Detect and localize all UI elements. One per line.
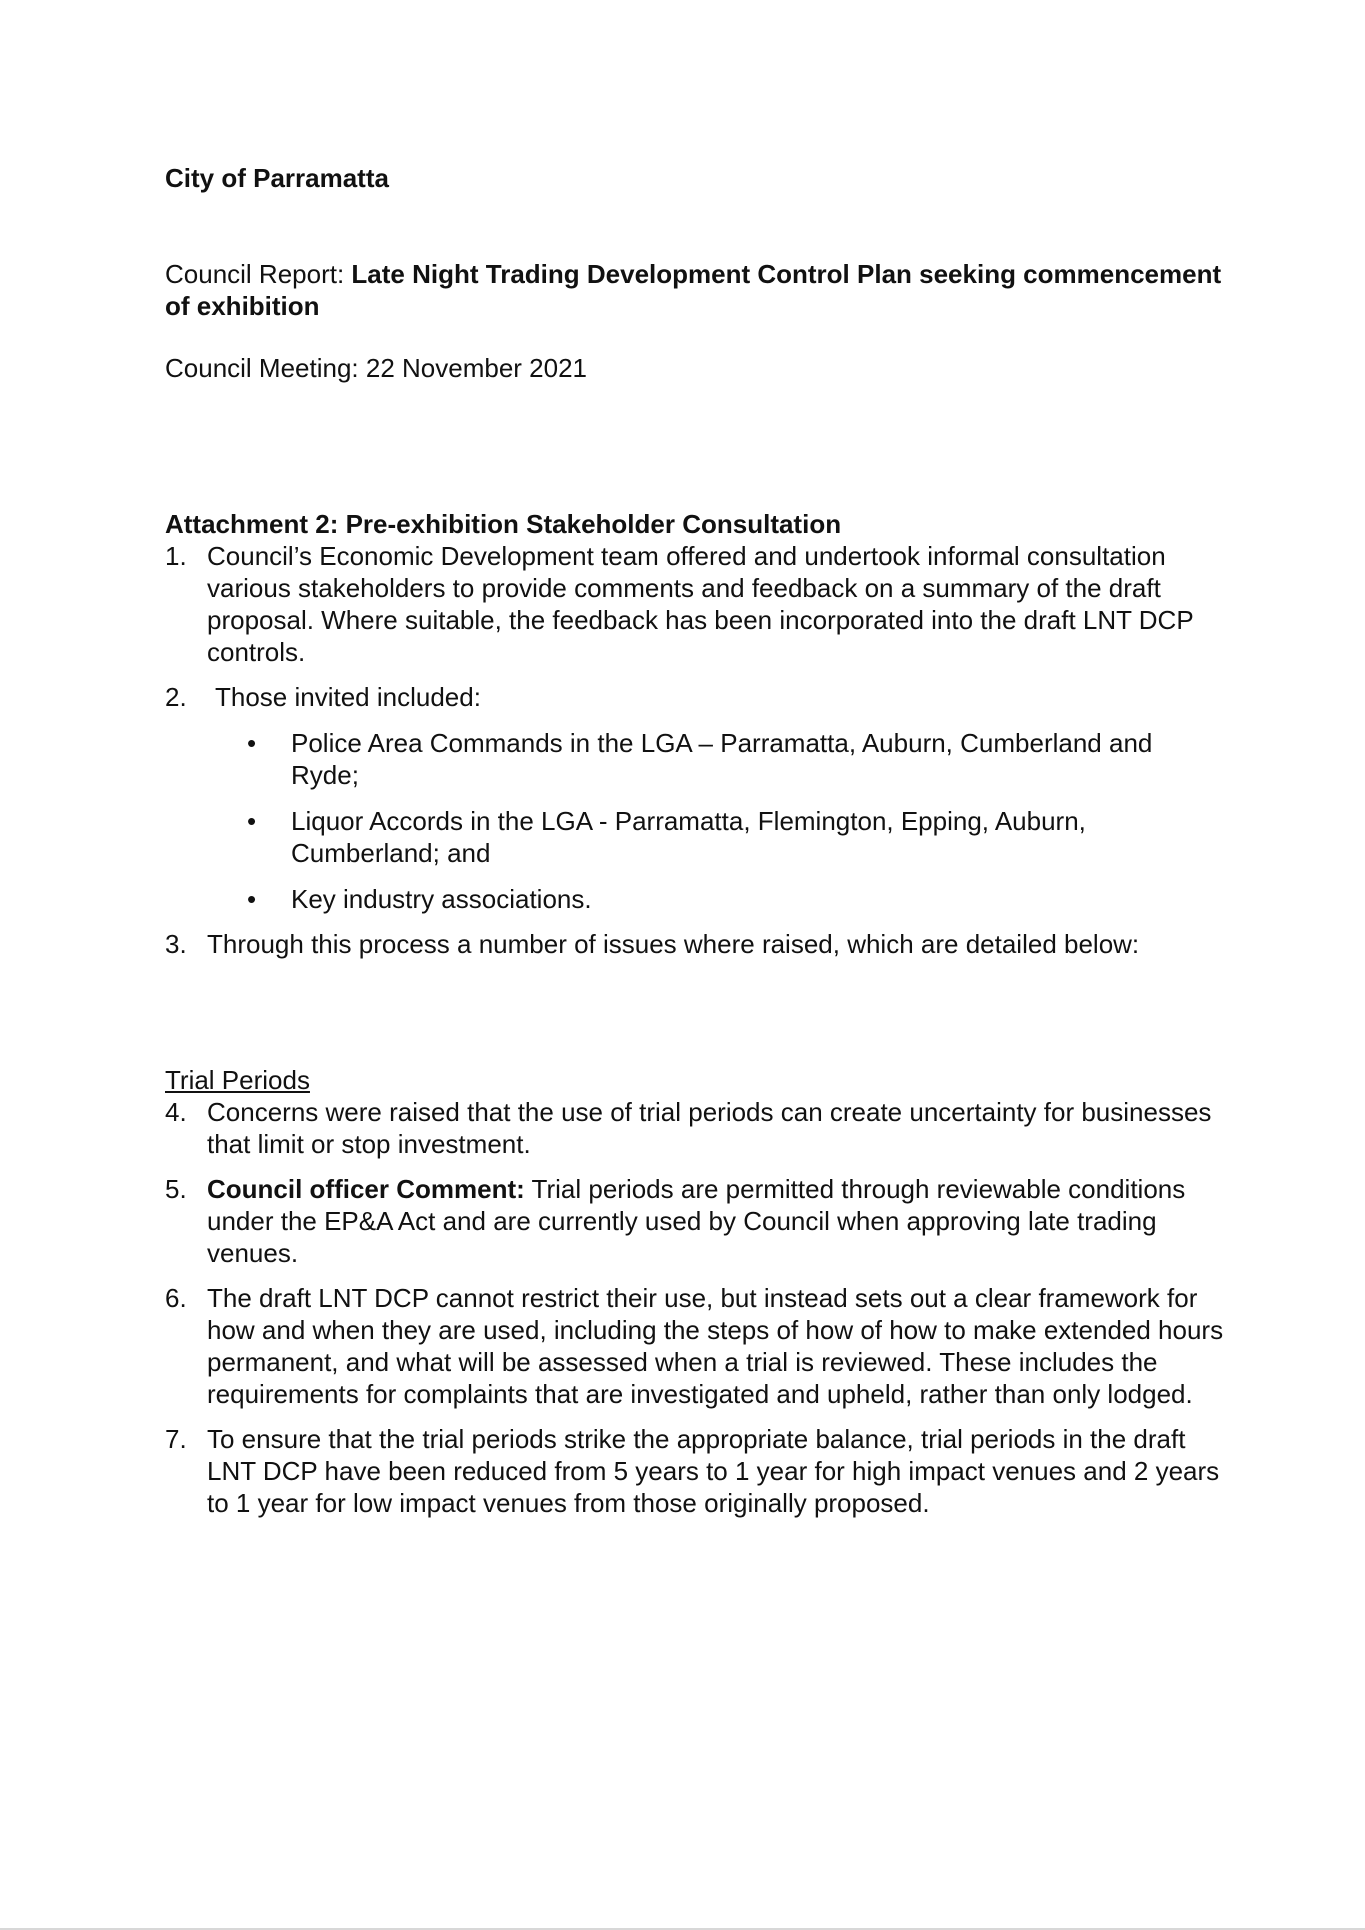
- item-text: Trial periods are permitted through reviewable conditions under the EP&A Act and are currently used by Council when approving late trading venues.: [207, 1174, 1186, 1268]
- council-report-line: [165, 258, 1225, 322]
- item-text: Those invited included:: [215, 682, 481, 712]
- list-item: [165, 1096, 1225, 1160]
- attachment-title: Attachment 2: Pre-exhibition Stakeholder Consultation: [165, 509, 842, 539]
- bullet-icon: •: [247, 884, 257, 914]
- item-number: 7.: [165, 1424, 187, 1454]
- list-item: [165, 1282, 1225, 1410]
- bullet-text: Key industry associations.: [291, 884, 592, 914]
- document-body: [165, 162, 1225, 1519]
- officer-comment-label: Council officer Comment:: [207, 1174, 525, 1204]
- bullet-item: [207, 805, 1225, 869]
- council-meeting-line: Council Meeting: 22 November 2021: [165, 353, 588, 383]
- bullet-item: [207, 883, 1225, 915]
- item-number: 4.: [165, 1097, 187, 1127]
- report-label: Council Report:: [165, 259, 352, 289]
- trial-periods-heading: Trial Periods: [165, 1065, 310, 1095]
- item-number: 2.: [165, 682, 187, 712]
- invitee-bullet-list: [207, 727, 1225, 915]
- item-text: The draft LNT DCP cannot restrict their use, but instead sets out a clear framework for how and when they are used, including the steps of how of how to make extended hours permanent, and what will be assessed when a trial is reviewed. These includes the requirements for complaints that are investigated and upheld, rather than only lodged.: [207, 1283, 1224, 1409]
- item-text: Through this process a number of issues where raised, which are detailed below:: [207, 929, 1140, 959]
- report-title: Late Night Trading Development Control Plan seeking commencement of exhibition: [165, 259, 1222, 321]
- bullet-text: Police Area Commands in the LGA – Parramatta, Auburn, Cumberland and Ryde;: [291, 728, 1153, 790]
- consultation-list: [165, 540, 1225, 960]
- list-item: [165, 540, 1225, 668]
- list-item: [165, 928, 1225, 960]
- list-item: [165, 1173, 1225, 1269]
- organization-title: City of Parramatta: [165, 163, 389, 193]
- bullet-item: [207, 727, 1225, 791]
- item-number: 5.: [165, 1174, 187, 1204]
- item-number: 6.: [165, 1283, 187, 1313]
- bullet-text: Liquor Accords in the LGA - Parramatta, Flemington, Epping, Auburn, Cumberland; and: [291, 806, 1086, 868]
- item-text: To ensure that the trial periods strike the appropriate balance, trial periods in the draft LNT DCP have been reduced from 5 years to 1 year for high impact venues and 2 years to 1 year for low impact venues from those originally proposed.: [207, 1424, 1220, 1518]
- item-text: Concerns were raised that the use of trial periods can create uncertainty for businesses that limit or stop investment.: [207, 1097, 1212, 1159]
- trial-periods-list: [165, 1096, 1225, 1519]
- item-text: Council’s Economic Development team offered and undertook informal consultation various stakeholders to provide comments and feedback on a summary of the draft proposal. Where suitable, the feedback has been incorporated into the draft LNT DCP controls.: [207, 541, 1194, 667]
- list-item: [165, 1423, 1225, 1519]
- bullet-icon: •: [247, 806, 257, 836]
- bullet-icon: •: [247, 728, 257, 758]
- item-number: 3.: [165, 929, 187, 959]
- item-number: 1.: [165, 541, 187, 571]
- list-item: [165, 681, 1225, 915]
